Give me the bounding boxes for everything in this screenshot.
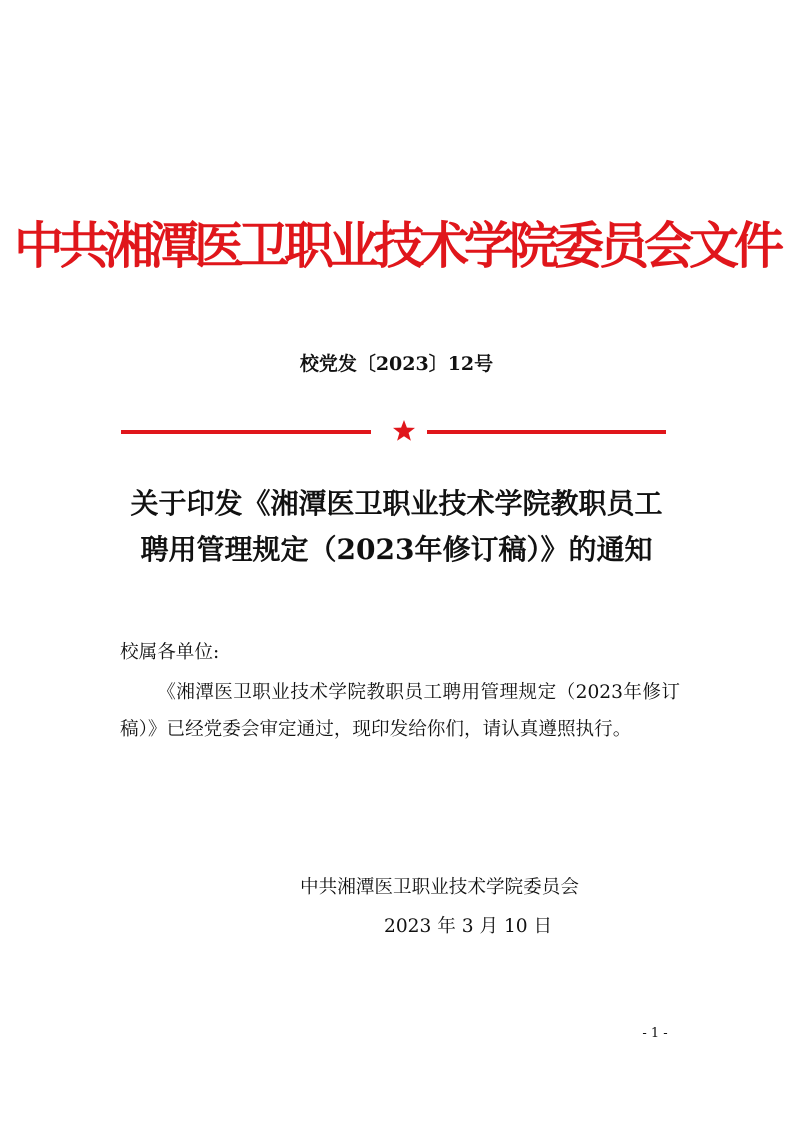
signing-organization: 中共湘潭医卫职业技术学院委员会	[300, 877, 579, 898]
notice-title-line-2: 聘用管理规定（2023年修订稿）》的通知	[140, 533, 653, 566]
red-divider-right	[427, 430, 666, 434]
notice-title-line-1: 关于印发《湘潭医卫职业技术学院教职员工	[130, 487, 663, 520]
star-icon	[392, 419, 416, 443]
document-number: 校党发〔2023〕12号	[299, 353, 494, 375]
page-number: - 1 -	[642, 1026, 668, 1041]
notice-title	[100, 481, 693, 573]
document-header-title: 中共湘潭医卫职业技术学院委员会文件	[14, 216, 779, 275]
signing-date: 2023 年 3 月 10 日	[384, 916, 553, 937]
body-paragraph: 《湘潭医卫职业技术学院教职员工聘用管理规定（2023年修订稿）》已经党委会审定通过，现印发给你们，请认真遵照执行。	[120, 682, 680, 740]
salutation: 校属各单位:	[120, 642, 220, 663]
red-divider-left	[121, 430, 371, 434]
